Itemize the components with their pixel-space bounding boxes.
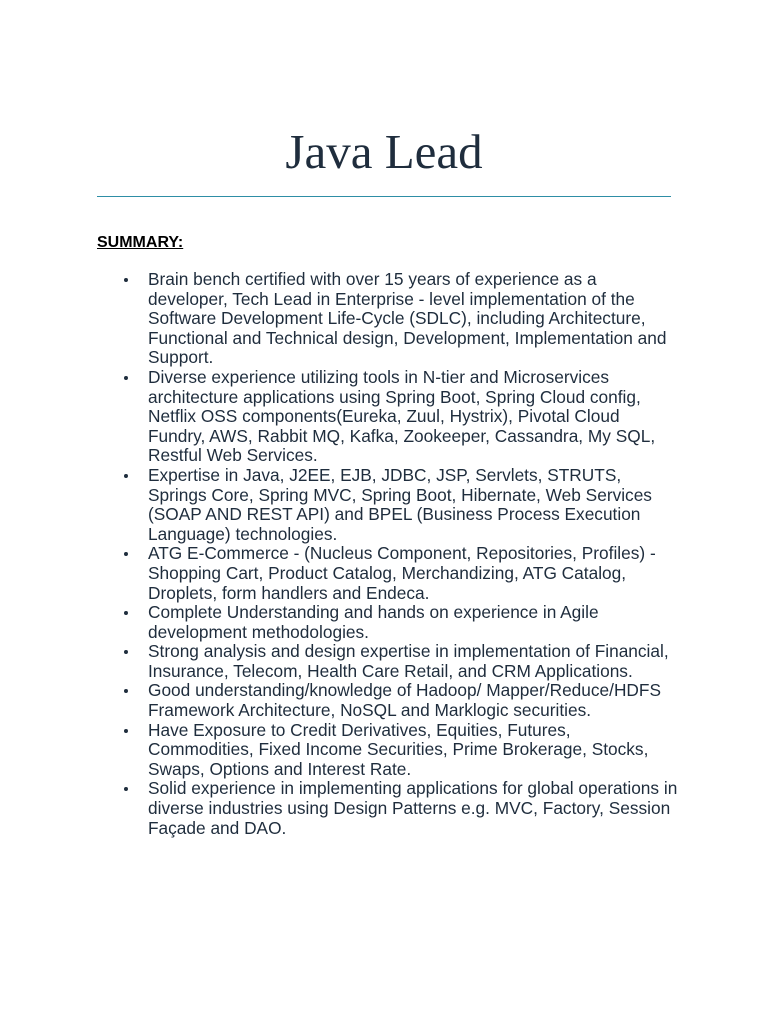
- list-item: [120, 779, 680, 838]
- list-item-text: Expertise in Java, J2EE, EJB, JDBC, JSP, Servlets, STRUTS, Springs Core, Spring MVC, Spring Boot, Hibernate, Web Services (SOAP AND REST API) and BPEL (Business Process Execution Language) technologies.: [148, 464, 652, 544]
- bullet-icon: [124, 650, 128, 654]
- bullet-icon: [124, 552, 128, 556]
- title-divider: [97, 196, 671, 197]
- list-item: [120, 603, 680, 642]
- list-item: [120, 544, 680, 603]
- list-item: [120, 466, 680, 544]
- list-item-text: Diverse experience utilizing tools in N-tier and Microservices architecture applications using Spring Boot, Spring Cloud config, Netflix OSS components(Eureka, Zuul, Hystrix), Pivotal Cloud Fundry, AWS, Rabbit MQ, Kafka, Zookeeper, Cassandra, My SQL, Restful Web Services.: [148, 366, 656, 466]
- list-item-text: Complete Understanding and hands on experience in Agile development methodologies.: [148, 602, 599, 642]
- summary-list: [120, 270, 680, 838]
- list-item: [120, 642, 680, 681]
- bullet-icon: [124, 787, 128, 791]
- list-item-text: ATG E-Commerce - (Nucleus Component, Repositories, Profiles) - Shopping Cart, Product Catalog, Merchandizing, ATG Catalog, Droplets, form handlers and Endeca.: [148, 543, 656, 603]
- list-item: [120, 368, 680, 466]
- list-item: [120, 270, 680, 368]
- bullet-icon: [124, 376, 128, 380]
- bullet-icon: [124, 689, 128, 693]
- list-item-text: Strong analysis and design expertise in implementation of Financial, Insurance, Telecom, Health Care Retail, and CRM Applications.: [148, 641, 669, 681]
- document-title: Java Lead: [285, 124, 483, 179]
- list-item: [120, 721, 680, 780]
- summary-heading: SUMMARY:: [97, 234, 184, 251]
- list-item-text: Solid experience in implementing applications for global operations in diverse industries using Design Patterns e.g. MVC, Factory, Session Façade and DAO.: [148, 778, 678, 838]
- list-item: [120, 681, 680, 720]
- list-item-text: Brain bench certified with over 15 years of experience as a developer, Tech Lead in Enterprise - level implementation of the Software Development Life-Cycle (SDLC), including Architecture, Functional and Technical design, Development, Implementation and Support.: [148, 269, 667, 368]
- bullet-icon: [124, 278, 128, 282]
- bullet-icon: [124, 729, 128, 733]
- list-item-text: Good understanding/knowledge of Hadoop/ Mapper/Reduce/HDFS Framework Architecture, NoSQL and Marklogic securities.: [148, 680, 661, 721]
- bullet-icon: [124, 474, 128, 478]
- list-item-text: Have Exposure to Credit Derivatives, Equities, Futures, Commodities, Fixed Income Securities, Prime Brokerage, Stocks, Swaps, Options and Interest Rate.: [148, 719, 649, 779]
- bullet-icon: [124, 611, 128, 615]
